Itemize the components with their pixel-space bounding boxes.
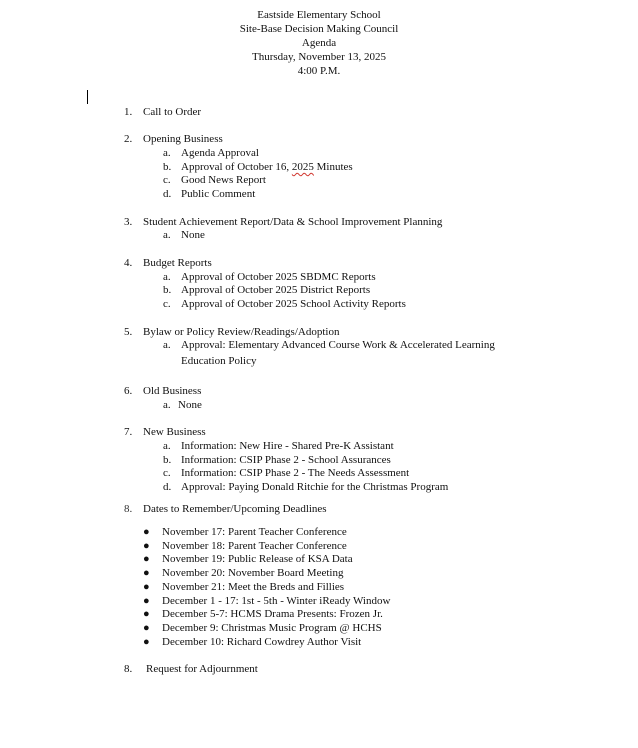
bullet-icon: ●	[143, 526, 150, 538]
list-item-continuation: Education Policy	[181, 355, 257, 367]
item-letter: a.	[163, 271, 171, 283]
text-cursor	[87, 90, 88, 104]
section-number: 4.	[124, 257, 133, 269]
list-item	[181, 160, 353, 174]
bullet-icon: ●	[143, 553, 150, 565]
list-item: Approval of October 2025 SBDMC Reports	[181, 271, 376, 283]
date-list-item: November 19: Public Release of KSA Data	[162, 553, 353, 565]
spellcheck-flagged-word[interactable]: 2025	[291, 161, 314, 173]
item-letter: b.	[163, 454, 172, 466]
council-name: Site-Base Decision Making Council	[239, 23, 399, 35]
section-number: 3.	[124, 216, 133, 228]
item-letter: d.	[163, 188, 172, 200]
bullet-icon: ●	[143, 636, 150, 648]
date-list-item: November 17: Parent Teacher Conference	[162, 526, 347, 538]
section-number: 1.	[124, 106, 133, 118]
list-item: Approval: Elementary Advanced Course Work & Accelerated Learning	[181, 339, 495, 351]
section-title-opening-business: Opening Business	[143, 133, 223, 145]
section-title-new-business: New Business	[143, 426, 206, 438]
list-item: Information: CSIP Phase 2 - The Needs Assessment	[181, 467, 410, 479]
item-letter: a.	[163, 147, 171, 159]
section-number: 8.	[124, 503, 133, 515]
item-letter: c.	[163, 298, 171, 310]
bullet-icon: ●	[143, 622, 150, 634]
bullet-icon: ●	[143, 581, 150, 593]
list-item: Good News Report	[181, 174, 266, 186]
section-title-adjournment: Request for Adjournment	[146, 663, 258, 675]
date-list-item: November 20: November Board Meeting	[162, 567, 344, 579]
section-number: 5.	[124, 326, 133, 338]
bullet-icon: ●	[143, 567, 150, 579]
date-list-item: November 18: Parent Teacher Conference	[162, 540, 347, 552]
date-list-item: November 21: Meet the Breds and Fillies	[162, 581, 345, 593]
document-header	[0, 8, 638, 78]
list-item: Approval of October 2025 School Activity Reports	[181, 298, 406, 310]
list-item: Approval of October 2025 District Reports	[181, 284, 371, 296]
item-letter: a.	[163, 229, 171, 241]
item-text: Minutes	[313, 161, 353, 173]
section-number: 6.	[124, 385, 133, 397]
date-list-item: December 9: Christmas Music Program @ HCHS	[162, 622, 382, 634]
item-letter: b.	[163, 161, 172, 173]
item-letter: a.	[163, 440, 171, 452]
section-title-dates-to-remember: Dates to Remember/Upcoming Deadlines	[143, 503, 327, 515]
section-title-call-to-order: Call to Order	[143, 106, 202, 118]
list-item: Information: CSIP Phase 2 - School Assurances	[181, 454, 391, 466]
item-letter: a.	[163, 399, 171, 411]
list-item: Public Comment	[181, 188, 256, 200]
item-letter: b.	[163, 284, 172, 296]
date-list-item: December 10: Richard Cowdrey Author Visit	[162, 636, 362, 648]
list-item: None	[178, 399, 202, 411]
section-title-bylaw-policy: Bylaw or Policy Review/Readings/Adoption	[143, 326, 340, 338]
list-item: Approval: Paying Donald Ritchie for the Christmas Program	[181, 481, 449, 493]
bullet-icon: ●	[143, 608, 150, 620]
item-letter: c.	[163, 174, 171, 186]
item-letter: a.	[163, 339, 171, 351]
bullet-icon: ●	[143, 595, 150, 607]
list-item: Information: New Hire - Shared Pre-K Assistant	[181, 440, 394, 452]
meeting-time: 4:00 P.M.	[297, 65, 341, 77]
section-number: 2.	[124, 133, 133, 145]
section-title-old-business: Old Business	[143, 385, 202, 397]
item-letter: d.	[163, 481, 172, 493]
bullet-icon: ●	[143, 540, 150, 552]
section-title-budget-reports: Budget Reports	[143, 257, 212, 269]
date-list-item: December 5-7: HCMS Drama Presents: Frozen Jr.	[162, 608, 383, 620]
section-number: 8.	[124, 663, 133, 675]
list-item: None	[181, 229, 205, 241]
document-type: Agenda	[301, 37, 337, 49]
item-text: Approval of October 16,	[181, 161, 292, 173]
list-item: Agenda Approval	[181, 147, 259, 159]
section-title-student-achievement: Student Achievement Report/Data & School Improvement Planning	[143, 216, 443, 228]
item-letter: c.	[163, 467, 171, 479]
section-number: 7.	[124, 426, 133, 438]
school-name: Eastside Elementary School	[257, 9, 381, 21]
date-list-item: December 1 - 17: 1st - 5th - Winter iReady Window	[162, 595, 391, 607]
meeting-date: Thursday, November 13, 2025	[251, 51, 386, 63]
